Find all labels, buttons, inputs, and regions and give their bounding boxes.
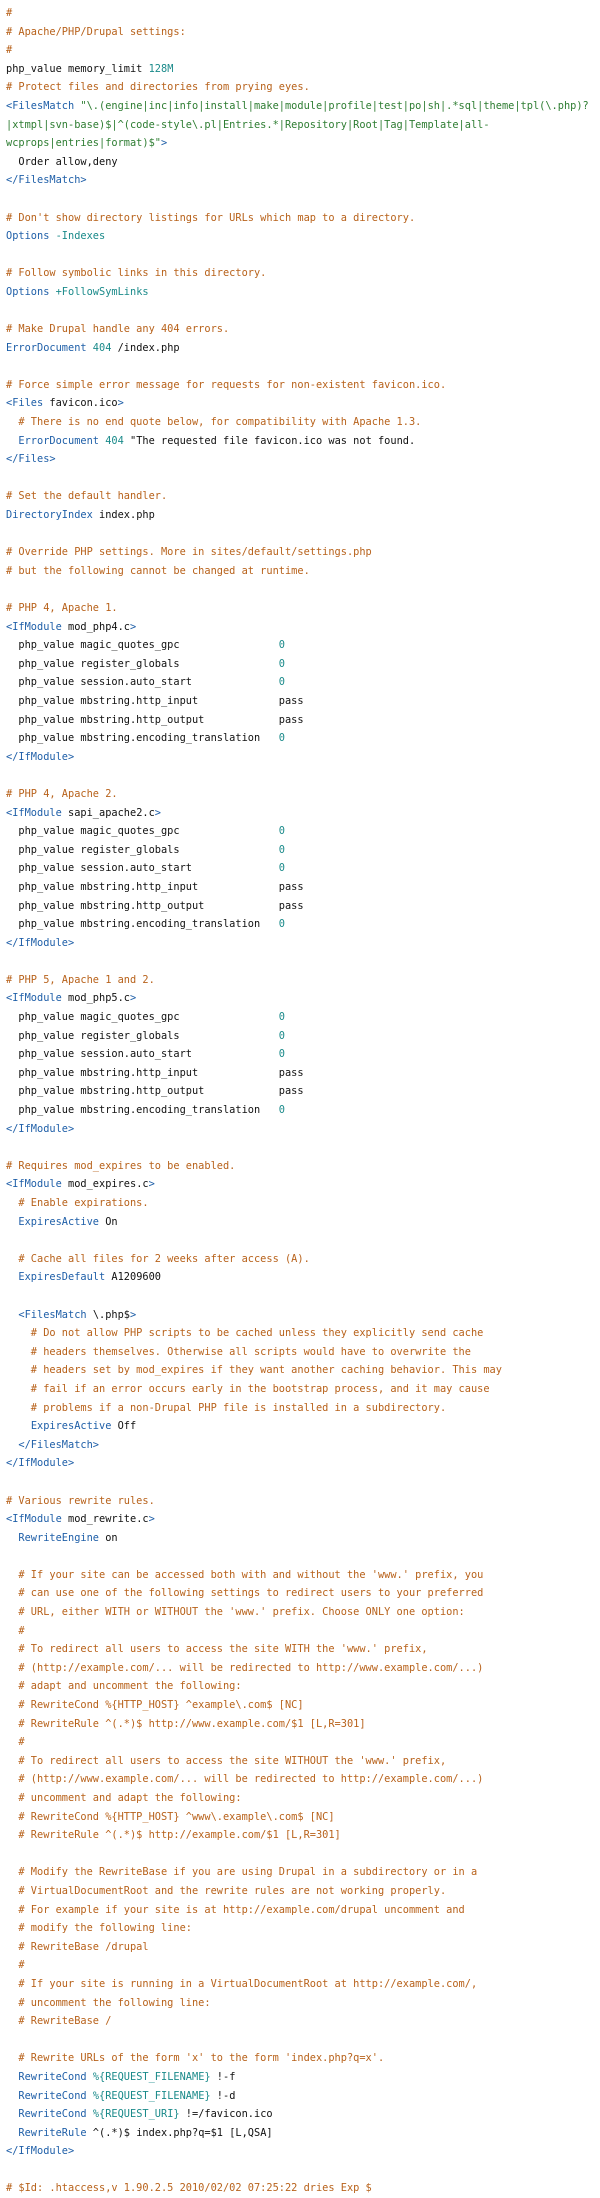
code-line	[6, 1733, 600, 1752]
comment-text: # uncomment the following line:	[6, 1996, 211, 2009]
comment-text: # URL, either WITH or WITHOUT the 'www.' prefix. Choose ONLY one option:	[6, 1606, 465, 1619]
code-line	[6, 2012, 600, 2031]
comment-text: # To redirect all users to access the site WITHOUT the 'www.' prefix,	[6, 1754, 447, 1767]
directive-keyword: >	[148, 1513, 155, 1526]
code-line	[6, 766, 600, 785]
value-literal: 0	[278, 918, 285, 931]
directive-keyword: <FilesMatch	[6, 99, 81, 112]
comment-text: # (http://example.com/... will be redirected to http://www.example.com/...)	[6, 1661, 484, 1674]
code-text: php_value session.auto_start	[6, 862, 279, 875]
code-text	[6, 435, 18, 447]
comment-text: # adapt and uncomment the following:	[6, 1680, 242, 1693]
code-text	[6, 2108, 18, 2120]
code-line	[6, 804, 600, 823]
code-text	[6, 2090, 18, 2102]
comment-text: # Make Drupal handle any 404 errors.	[6, 323, 230, 336]
code-line	[6, 116, 600, 135]
code-line	[6, 2049, 600, 2068]
code-text	[6, 1309, 18, 1321]
code-line	[6, 1231, 600, 1250]
code-line	[6, 1250, 600, 1269]
comment-text: # There is no end quote below, for compatibility with Apache 1.3.	[6, 416, 422, 429]
code-text: Order allow,deny	[6, 155, 118, 168]
directive-keyword: <IfModule	[6, 1178, 68, 1191]
code-line	[6, 432, 600, 451]
code-line	[6, 1826, 600, 1845]
code-text: favicon.ico	[49, 397, 118, 410]
directive-keyword: ExpiresActive	[30, 1420, 112, 1433]
code-line	[6, 23, 600, 42]
value-literal: 0	[278, 1029, 285, 1042]
code-line	[6, 971, 600, 990]
code-line	[6, 543, 600, 562]
comment-text: # but the following cannot be changed at runtime.	[6, 564, 310, 577]
code-line	[6, 1975, 600, 1994]
code-line	[6, 190, 600, 209]
directive-keyword: </IfModule>	[6, 1122, 75, 1135]
code-text: A1209600	[105, 1271, 161, 1284]
code-text: php_value register_globals	[6, 843, 279, 856]
code-line	[6, 1287, 600, 1306]
code-line	[6, 1901, 600, 1920]
code-line	[6, 989, 600, 1008]
code-line	[6, 209, 600, 228]
directive-keyword: RewriteCond	[18, 2089, 87, 2102]
comment-text: # (http://www.example.com/... will be redirected to http://example.com/...)	[6, 1773, 484, 1786]
code-text: !-d	[210, 2089, 236, 2102]
code-text: php_value magic_quotes_gpc	[6, 639, 279, 652]
code-line	[6, 469, 600, 488]
directive-keyword: ExpiresActive	[18, 1215, 99, 1228]
code-line	[6, 1808, 600, 1827]
value-literal: 0	[278, 639, 285, 652]
string-literal: wcprops|entries|format)$"	[6, 137, 161, 150]
value-literal: 0	[278, 1104, 285, 1117]
code-line	[6, 1510, 600, 1529]
code-line	[6, 785, 600, 804]
code-line	[6, 1175, 600, 1194]
code-text: php_value mbstring.encoding_translation	[6, 1104, 279, 1117]
code-line	[6, 1436, 600, 1455]
code-text: php_value magic_quotes_gpc	[6, 1011, 279, 1024]
code-line	[6, 2068, 600, 2087]
code-line	[6, 1492, 600, 1511]
code-line	[6, 1399, 600, 1418]
code-text: php_value mbstring.http_output pass	[6, 1085, 304, 1098]
code-line	[6, 1677, 600, 1696]
code-text: Off	[111, 1420, 137, 1433]
code-line	[6, 1324, 600, 1343]
value-literal: 0	[278, 862, 285, 875]
directive-keyword: >	[130, 620, 137, 633]
directive-keyword: RewriteCond	[18, 2108, 87, 2121]
code-text: ^(.*)$ index.php?q=$1 [L,QSA]	[86, 2126, 273, 2139]
code-line	[6, 822, 600, 841]
code-line	[6, 1956, 600, 1975]
comment-text: # If your site is running in a VirtualDocumentRoot at http://example.com/,	[6, 1977, 478, 1990]
comment-text: # Set the default handler.	[6, 490, 168, 503]
value-literal: 0	[278, 732, 285, 745]
code-text: "The requested file favicon.ico was not found.	[123, 434, 416, 447]
code-line	[6, 711, 600, 730]
code-text	[6, 1420, 31, 1432]
comment-text: # Cache all files for 2 weeks after access (A).	[6, 1252, 310, 1265]
comment-text: # Enable expirations.	[6, 1197, 149, 1209]
code-line	[6, 97, 600, 116]
comment-text: # Don't show directory listings for URLs which map to a directory.	[6, 211, 416, 224]
comment-text: # Override PHP settings. More in sites/default/settings.php	[6, 546, 372, 559]
comment-text: # uncomment and adapt the following:	[6, 1792, 242, 1804]
code-line	[6, 618, 600, 637]
comment-text: #	[6, 44, 13, 57]
code-line	[6, 1640, 600, 1659]
code-line	[6, 1064, 600, 1083]
code-line	[6, 1361, 600, 1380]
code-text	[6, 1532, 18, 1544]
code-line	[6, 934, 600, 953]
code-line	[6, 487, 600, 506]
code-line	[6, 1938, 600, 1957]
code-line	[6, 1752, 600, 1771]
comment-text: #	[6, 1624, 25, 1637]
code-line	[6, 171, 600, 190]
code-line	[6, 1529, 600, 1548]
code-line	[6, 264, 600, 283]
code-text: php_value mbstring.http_input pass	[6, 880, 304, 893]
code-text: mod_expires.c	[68, 1178, 149, 1191]
value-literal: 404	[92, 341, 112, 354]
value-literal: 0	[278, 676, 285, 689]
directive-keyword: </IfModule>	[6, 2145, 75, 2158]
comment-text: # fail if an error occurs early in the bootstrap process, and it may cause	[6, 1382, 490, 1395]
code-line	[6, 1306, 600, 1325]
code-line	[6, 302, 600, 321]
directive-keyword: </IfModule>	[6, 936, 75, 949]
code-text	[6, 2071, 18, 2083]
code-line	[6, 859, 600, 878]
code-line	[6, 2161, 600, 2180]
comment-text: # $Id: .htaccess,v 1.90.2.5 2010/02/02 07:25:22 dries Exp $	[6, 2182, 372, 2195]
code-line	[6, 450, 600, 469]
code-text: php_value session.auto_start	[6, 676, 279, 689]
code-line	[6, 153, 600, 172]
code-line	[6, 2179, 600, 2198]
code-line	[6, 1027, 600, 1046]
directive-keyword: Options	[6, 230, 50, 243]
value-literal: 128M	[148, 62, 174, 75]
code-line	[6, 1994, 600, 2013]
code-text: php_value register_globals	[6, 657, 279, 670]
code-text: php_value mbstring.encoding_translation	[6, 918, 279, 931]
code-text: !=/favicon.ico	[179, 2108, 273, 2121]
directive-keyword: Options	[6, 285, 50, 298]
value-literal: %{REQUEST_URI}	[92, 2108, 180, 2121]
string-literal: "\.(engine|inc|info|install|make|module|profile|test|po|sh|.*sql|theme|tpl(\.php)?	[80, 99, 589, 112]
directive-keyword: >	[117, 397, 124, 410]
comment-text: # Follow symbolic links in this directory.	[6, 267, 267, 280]
code-text: php_value mbstring.http_input pass	[6, 1066, 304, 1079]
code-text: php_value mbstring.http_input pass	[6, 694, 304, 707]
directive-keyword: <Files	[6, 397, 50, 410]
directive-keyword: RewriteEngine	[18, 1531, 99, 1544]
code-text	[6, 2127, 18, 2139]
code-line	[6, 673, 600, 692]
code-text: !-f	[210, 2070, 236, 2083]
code-line	[6, 1696, 600, 1715]
code-line	[6, 1584, 600, 1603]
code-line	[6, 1343, 600, 1362]
comment-text: # Rewrite URLs of the form 'x' to the form 'index.php?q=x'.	[6, 2052, 385, 2065]
comment-text: # problems if a non-Drupal PHP file is installed in a subdirectory.	[6, 1401, 447, 1414]
code-line	[6, 841, 600, 860]
code-line	[6, 562, 600, 581]
directive-keyword: <FilesMatch	[18, 1308, 93, 1321]
code-line	[6, 1770, 600, 1789]
code-line	[6, 1547, 600, 1566]
code-line	[6, 599, 600, 618]
comment-text: # Apache/PHP/Drupal settings:	[6, 25, 186, 38]
value-literal: %{REQUEST_FILENAME}	[92, 2089, 211, 2102]
comment-text: #	[6, 7, 13, 19]
comment-text: # RewriteCond %{HTTP_HOST} ^example\.com$ [NC]	[6, 1699, 304, 1712]
code-text: mod_php5.c	[68, 992, 130, 1005]
code-text	[6, 1439, 18, 1451]
directive-keyword: ErrorDocument	[6, 341, 87, 354]
code-line	[6, 1845, 600, 1864]
value-literal: 0	[278, 843, 285, 856]
code-line	[6, 1659, 600, 1678]
comment-text: # RewriteBase /	[6, 2015, 112, 2028]
directive-keyword: >	[154, 806, 161, 819]
directive-keyword: DirectoryIndex	[6, 509, 93, 522]
value-literal: %{REQUEST_FILENAME}	[92, 2070, 211, 2083]
comment-text: # Protect files and directories from prying eyes.	[6, 81, 310, 94]
code-line	[6, 2105, 600, 2124]
code-text: php_value magic_quotes_gpc	[6, 825, 279, 838]
directive-keyword: </Files>	[6, 453, 56, 466]
code-text: php_value mbstring.encoding_translation	[6, 732, 279, 745]
comment-text: # Do not allow PHP scripts to be cached unless they explicitly send cache	[6, 1327, 484, 1340]
directive-keyword: </IfModule>	[6, 750, 75, 763]
code-line	[6, 748, 600, 767]
directive-keyword: <IfModule	[6, 992, 68, 1005]
code-line	[6, 525, 600, 544]
comment-text: #	[6, 1959, 25, 1972]
value-literal: 0	[278, 1011, 285, 1024]
code-line	[6, 41, 600, 60]
code-line	[6, 1454, 600, 1473]
code-text	[6, 1216, 18, 1228]
directive-keyword: <IfModule	[6, 1513, 68, 1526]
code-line	[6, 1789, 600, 1808]
code-line	[6, 2124, 600, 2143]
code-text: php_value memory_limit	[6, 62, 149, 75]
code-line	[6, 897, 600, 916]
directive-keyword: </FilesMatch>	[6, 174, 87, 187]
directive-keyword: <IfModule	[6, 620, 68, 633]
directive-keyword: </FilesMatch>	[18, 1438, 99, 1451]
code-line	[6, 655, 600, 674]
comment-text: # To redirect all users to access the site WITH the 'www.' prefix,	[6, 1643, 428, 1656]
directive-keyword: >	[160, 137, 168, 150]
code-line	[6, 1566, 600, 1585]
code-line	[6, 1603, 600, 1622]
code-line	[6, 1622, 600, 1641]
code-line	[6, 134, 600, 153]
directive-keyword: RewriteRule	[18, 2126, 87, 2139]
value-literal: 0	[278, 825, 285, 838]
directive-keyword: >	[130, 1308, 137, 1321]
string-literal: |xtmpl|svn-base)$|^(code-style\.pl|Entries.*|Repository|Root|Tag|Template|all-	[6, 118, 490, 131]
comment-text: # RewriteCond %{HTTP_HOST} ^www\.example\.com$ [NC]	[6, 1810, 335, 1823]
code-line	[6, 283, 600, 302]
code-line	[6, 320, 600, 339]
comment-text: # Modify the RewriteBase if you are using Drupal in a subdirectory or in a	[6, 1866, 478, 1879]
code-text: /index.php	[111, 341, 180, 354]
code-line	[6, 78, 600, 97]
comment-text: # Requires mod_expires to be enabled.	[6, 1159, 236, 1172]
comment-text: # headers set by mod_expires if they want another caching behavior. This may	[6, 1364, 502, 1377]
code-line	[6, 506, 600, 525]
code-line	[6, 413, 600, 432]
code-line	[6, 580, 600, 599]
code-text: On	[99, 1215, 118, 1228]
value-literal: -Indexes	[55, 230, 106, 243]
comment-text: # Force simple error message for requests for non-existent favicon.ico.	[6, 378, 447, 391]
code-line	[6, 1082, 600, 1101]
directive-keyword: >	[130, 992, 137, 1005]
code-line	[6, 915, 600, 934]
code-line	[6, 1008, 600, 1027]
code-line	[6, 1157, 600, 1176]
directive-keyword: ExpiresDefault	[18, 1271, 106, 1284]
code-line	[6, 1213, 600, 1232]
code-line	[6, 1380, 600, 1399]
code-line	[6, 1120, 600, 1139]
value-literal: 404	[105, 434, 124, 447]
code-line	[6, 394, 600, 413]
code-line	[6, 692, 600, 711]
code-line	[6, 952, 600, 971]
directive-keyword: </IfModule>	[6, 1457, 75, 1470]
comment-text: # PHP 5, Apache 1 and 2.	[6, 973, 155, 986]
code-line	[6, 729, 600, 748]
code-line	[6, 2142, 600, 2161]
comment-text: # RewriteBase /drupal	[6, 1940, 149, 1953]
code-line	[6, 1882, 600, 1901]
code-text: php_value session.auto_start	[6, 1048, 279, 1061]
comment-text: # For example if your site is at http://example.com/drupal uncomment and	[6, 1903, 465, 1916]
comment-text: # PHP 4, Apache 1.	[6, 602, 118, 614]
comment-text: # RewriteRule ^(.*)$ http://example.com/$1 [L,R=301]	[6, 1829, 341, 1842]
code-line	[6, 1101, 600, 1120]
code-line	[6, 1194, 600, 1213]
code-line	[6, 357, 600, 376]
code-line	[6, 339, 600, 358]
code-line	[6, 246, 600, 265]
code-line	[6, 376, 600, 395]
comment-text: # headers themselves. Otherwise all scripts would have to overwrite the	[6, 1345, 471, 1358]
directive-keyword: >	[148, 1178, 155, 1191]
code-text: php_value mbstring.http_output pass	[6, 899, 304, 912]
directive-keyword: RewriteCond	[18, 2070, 87, 2083]
comment-text: # RewriteRule ^(.*)$ http://www.example.com/$1 [L,R=301]	[6, 1717, 366, 1730]
code-text: mod_php4.c	[68, 620, 130, 633]
code-text: \.php$	[92, 1308, 131, 1321]
value-literal: 0	[278, 1048, 285, 1061]
code-line	[6, 1138, 600, 1157]
code-line	[6, 636, 600, 655]
value-literal: 0	[278, 657, 285, 670]
code-text: mod_rewrite.c	[68, 1513, 149, 1526]
code-line	[6, 60, 600, 79]
value-literal: +FollowSymLinks	[55, 285, 149, 298]
code-text: php_value register_globals	[6, 1029, 279, 1042]
comment-text: #	[6, 1736, 25, 1749]
directive-keyword: ErrorDocument	[18, 434, 99, 447]
comment-text: # VirtualDocumentRoot and the rewrite rules are not working properly.	[6, 1884, 447, 1897]
code-line	[6, 1417, 600, 1436]
comment-text: # modify the following line:	[6, 1922, 192, 1935]
code-line	[6, 2031, 600, 2050]
code-line	[6, 2087, 600, 2106]
code-line	[6, 227, 600, 246]
comment-text: # If your site can be accessed both with and without the 'www.' prefix, you	[6, 1568, 484, 1581]
comment-text: # can use one of the following settings to redirect users to your preferred	[6, 1587, 484, 1600]
code-text: sapi_apache2.c	[68, 806, 155, 819]
code-text	[6, 1271, 18, 1283]
directive-keyword: <IfModule	[6, 806, 68, 819]
code-line	[6, 878, 600, 897]
code-line	[6, 1715, 600, 1734]
code-line	[6, 4, 600, 23]
code-line	[6, 1919, 600, 1938]
comment-text: # Various rewrite rules.	[6, 1494, 155, 1507]
code-line	[6, 1268, 600, 1287]
code-line	[6, 1045, 600, 1064]
code-line	[6, 1863, 600, 1882]
comment-text: # PHP 4, Apache 2.	[6, 787, 118, 800]
code-line	[6, 1473, 600, 1492]
code-text: index.php	[92, 509, 155, 522]
code-text: php_value mbstring.http_output pass	[6, 713, 304, 726]
code-text: on	[99, 1531, 118, 1544]
